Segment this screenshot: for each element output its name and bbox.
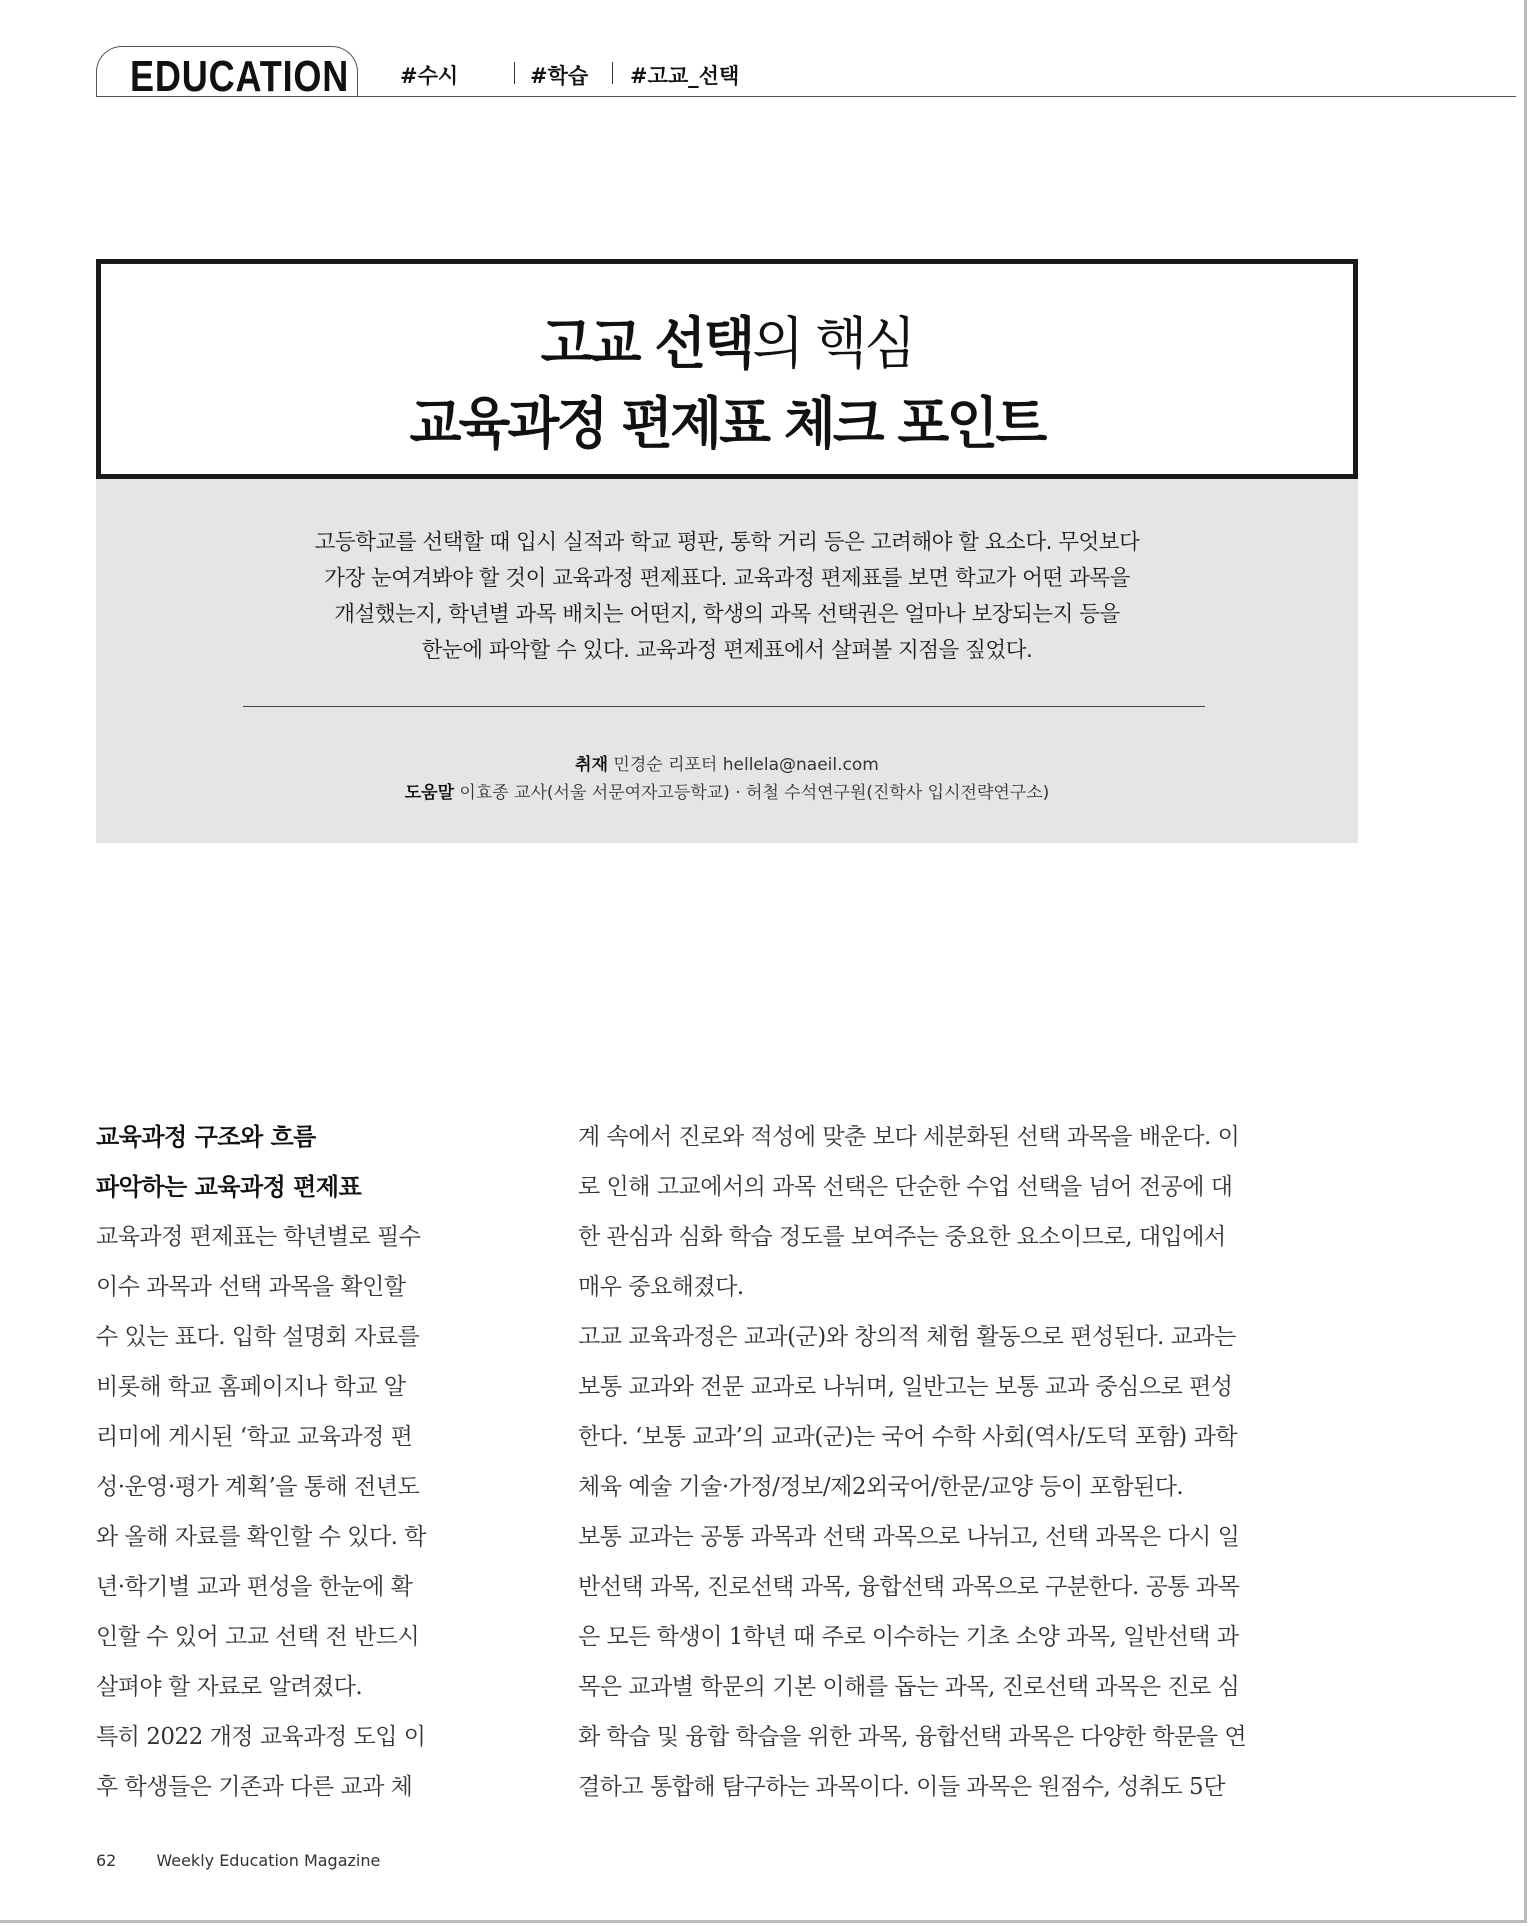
lead-line: 한눈에 파악할 수 있다. 교육과정 편제표에서 살펴볼 지점을 짚었다. — [421, 638, 1033, 663]
credit-reporter-label: 취재 — [575, 755, 608, 775]
article-column-left — [96, 1112, 486, 1812]
body-line: 비롯해 학교 홈페이지나 학교 알 — [96, 1374, 406, 1400]
tag-susi[interactable]: #수시 — [400, 64, 459, 88]
tag-school-choice[interactable]: #고교_선택 — [630, 64, 740, 88]
body-line: 인할 수 있어 고교 선택 전 반드시 — [96, 1624, 420, 1650]
credit-advisor-text: 이효종 교사(서울 서문여자고등학교) · 허철 수석연구원(진학사 입시전략연구소) — [459, 783, 1050, 803]
body-line: 특히 2022 개정 교육과정 도입 이 — [96, 1724, 426, 1750]
body-line: 년·학기별 교과 편성을 한눈에 확 — [96, 1574, 413, 1600]
lead-box — [96, 479, 1358, 843]
headline-box — [96, 259, 1358, 479]
body-line: 보통 교과는 공통 과목과 선택 과목으로 나뉘고, 선택 과목은 다시 일 — [578, 1524, 1240, 1550]
body-line: 수 있는 표다. 입학 설명회 자료를 — [96, 1324, 420, 1350]
body-line: 반선택 과목, 진로선택 과목, 융합선택 과목으로 구분한다. 공통 과목 — [578, 1574, 1240, 1600]
body-line: 계 속에서 진로와 적성에 맞춘 보다 세분화된 선택 과목을 배운다. 이 — [578, 1124, 1240, 1150]
page-number: 62 — [96, 1851, 117, 1870]
magazine-name: Weekly Education Magazine — [156, 1851, 381, 1870]
lead-line: 개설했는지, 학년별 과목 배치는 어떤지, 학생의 과목 선택권은 얼마나 보장되는지 등을 — [334, 602, 1120, 627]
body-line: 고교 교육과정은 교과(군)와 창의적 체험 활동으로 편성된다. 교과는 — [578, 1324, 1236, 1350]
body-line: 살펴야 할 자료로 알려졌다. — [96, 1674, 363, 1700]
section-title: EDUCATION — [130, 52, 350, 101]
article-subheading-line: 교육과정 구조와 흐름 — [96, 1123, 316, 1151]
credits — [96, 751, 1358, 807]
body-line: 와 올해 자료를 확인할 수 있다. 학 — [96, 1524, 427, 1550]
credit-reporter — [96, 751, 1358, 779]
body-line: 화 학습 및 융합 학습을 위한 과목, 융합선택 과목은 다양한 학문을 연 — [578, 1724, 1247, 1750]
body-line: 한다. ‘보통 교과’의 교과(군)는 국어 수학 사회(역사/도덕 포함) 과학 — [578, 1424, 1238, 1450]
body-line: 후 학생들은 기존과 다른 교과 체 — [96, 1774, 413, 1800]
lead-line: 고등학교를 선택할 때 입시 실적과 학교 평판, 통학 거리 등은 고려해야 할 요소다. 무엇보다 — [314, 530, 1140, 555]
headline-line-2: 교육과정 편제표 체크 포인트 — [409, 392, 1045, 457]
credit-reporter-text: 민경순 리포터 hellela@naeil.com — [613, 755, 879, 775]
credit-advisor — [96, 779, 1358, 807]
body-line: 교육과정 편제표는 학년별로 필수 — [96, 1224, 421, 1250]
lead-paragraph — [96, 525, 1358, 669]
page-footer — [96, 1851, 380, 1870]
body-line: 체육 예술 기술·가정/정보/제2외국어/한문/교양 등이 포함된다. — [578, 1474, 1184, 1500]
article-subheading-line: 파악하는 교육과정 편제표 — [96, 1173, 362, 1201]
body-line: 리미에 게시된 ‘학교 교육과정 편 — [96, 1424, 413, 1450]
body-line: 은 모든 학생이 1학년 때 주로 이수하는 기초 소양 과목, 일반선택 과 — [578, 1624, 1239, 1650]
tag-hakseup[interactable]: #학습 — [530, 64, 589, 88]
body-line: 매우 중요해졌다. — [578, 1274, 744, 1300]
body-line: 한 관심과 심화 학습 정도를 보여주는 중요한 요소이므로, 대입에서 — [578, 1224, 1226, 1250]
headline-line-1 — [127, 300, 1326, 380]
headline-bold-part: 고교 선택 — [540, 312, 753, 377]
lead-divider — [243, 706, 1205, 707]
credit-advisor-label: 도움말 — [404, 783, 454, 803]
tag-divider — [612, 62, 613, 84]
body-line: 목은 교과별 학문의 기본 이해를 돕는 과목, 진로선택 과목은 진로 심 — [578, 1674, 1240, 1700]
article-column-right — [578, 1112, 1358, 1812]
headline-light-part: 의 핵심 — [752, 312, 914, 377]
body-line: 결하고 통합해 탐구하는 과목이다. 이들 과목은 원점수, 성취도 5단 — [578, 1774, 1225, 1800]
body-line: 로 인해 고교에서의 과목 선택은 단순한 수업 선택을 넘어 전공에 대 — [578, 1174, 1233, 1200]
tag-divider — [514, 62, 515, 84]
body-line: 보통 교과와 전문 교과로 나뉘며, 일반고는 보통 교과 중심으로 편성 — [578, 1374, 1233, 1400]
body-line: 이수 과목과 선택 과목을 확인할 — [96, 1274, 406, 1300]
body-line: 성·운영·평가 계획’을 통해 전년도 — [96, 1474, 420, 1500]
lead-line: 가장 눈여겨봐야 할 것이 교육과정 편제표다. 교육과정 편제표를 보면 학교가 어떤 과목을 — [324, 566, 1130, 591]
